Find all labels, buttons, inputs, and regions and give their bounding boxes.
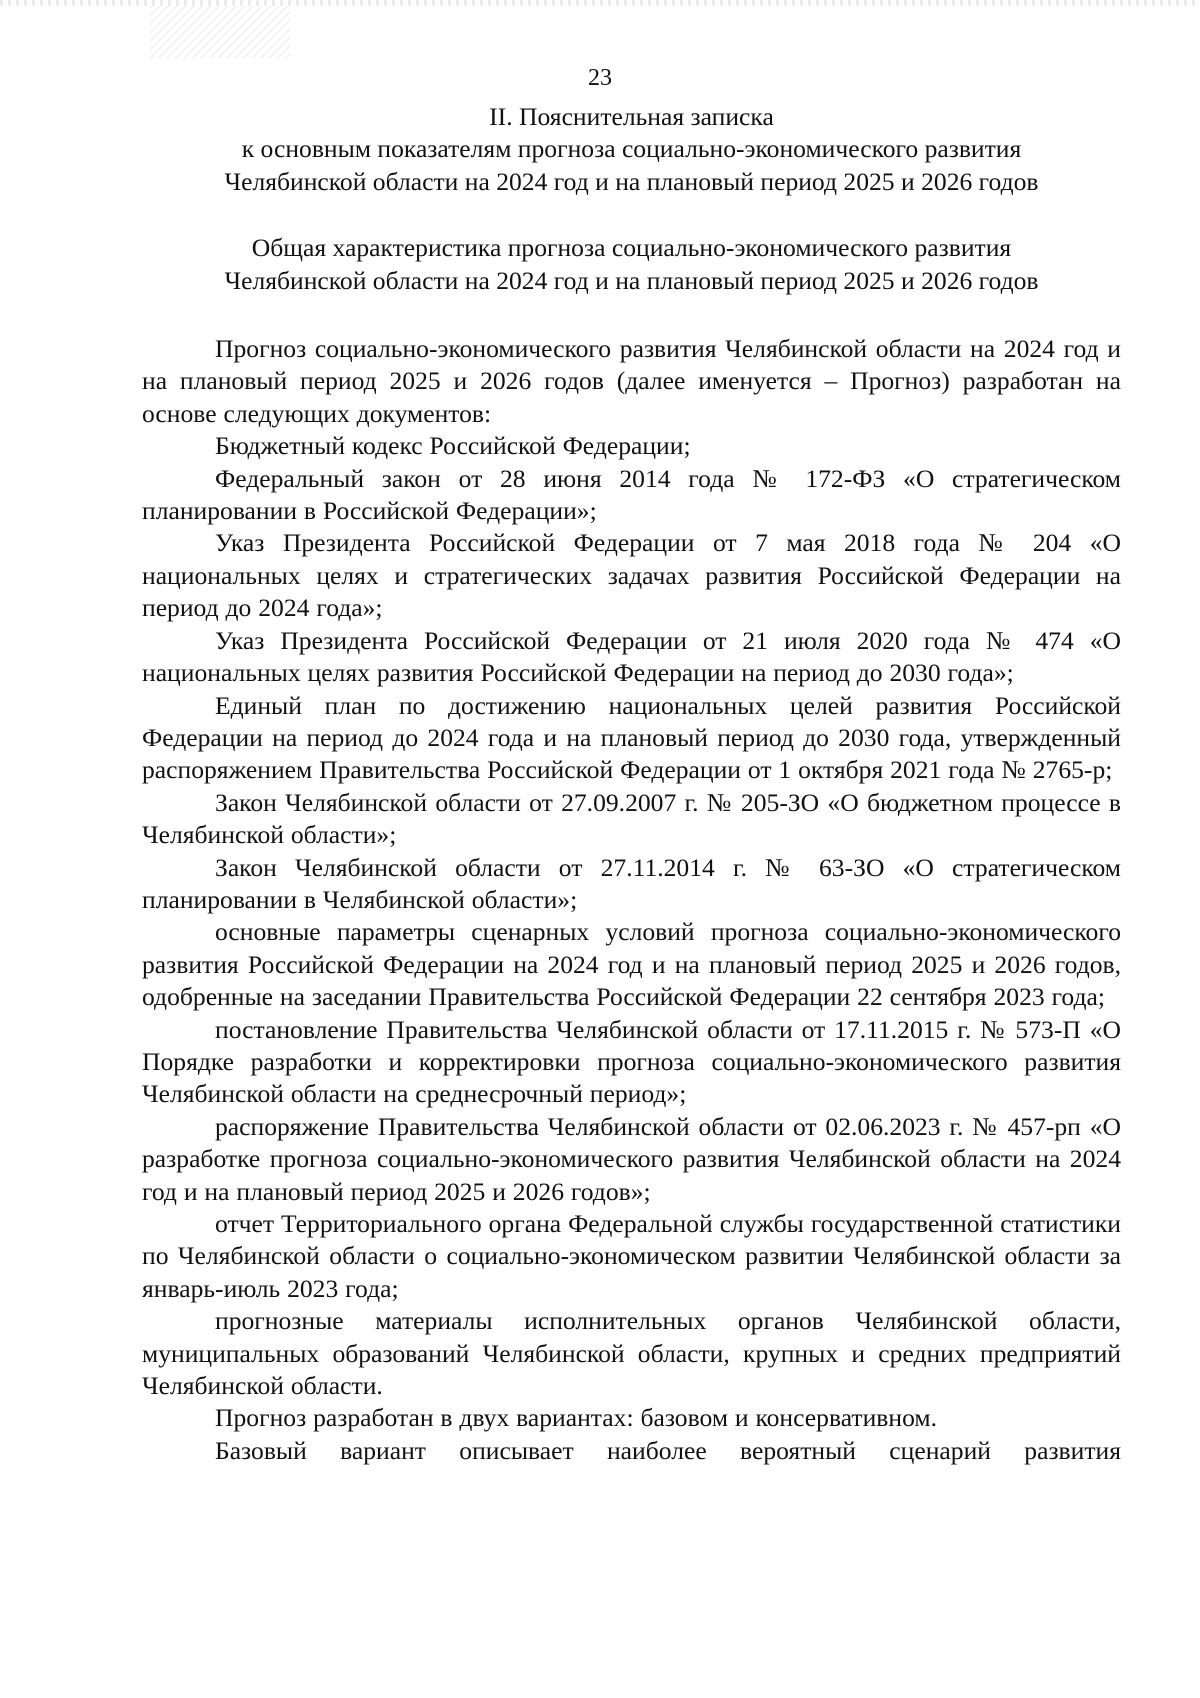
paragraph: постановление Правительства Челябинской области от 17.11.2015 г. № 573-П «О Порядке разработки и корректировки прогноза социально-экономического развития Челябинской области на среднесрочный период»; [142,1014,1121,1109]
scan-smudge-artifact [150,6,290,58]
paragraph: Федеральный закон от 28 июня 2014 года № 172-ФЗ «О стратегическом планировании в Российской Федерации»; [142,463,1121,526]
page-number: 23 [588,65,612,91]
section-title: II. Пояснительная записка [489,102,774,131]
paragraph: Бюджетный кодекс Российской Федерации; [215,431,691,461]
paragraph: Базовый вариант описывает наиболее вероятный сценарий развития [215,1435,1121,1465]
paragraph: Закон Челябинской области от 27.11.2014 г. № 63-ЗО «О стратегическом планировании в Челябинской области»; [142,852,1121,914]
heading-spacer [142,198,1121,232]
paragraph: отчет Территориального органа Федеральной службы государственной статистики по Челябинской области о социально-экономическом развитии Челябинской области за январь-июль 2023 года; [142,1209,1121,1303]
paragraph: Указ Президента Российской Федерации от 21 июля 2020 года № 474 «О национальных целях развития Российской Федерации на период до 2030 года»; [142,625,1121,688]
paragraph: распоряжение Правительства Челябинской области от 02.06.2023 г. № 457-рп «О разработке прогноза социально-экономического развития Челябинской области на 2024 год и на плановый период 2025 и 2026 годов»; [142,1111,1121,1206]
paragraph: Прогноз социально-экономического развития Челябинской области на 2024 год и на плановый период 2025 и 2026 годов (далее именуется – Прогноз) разработан на основе следующих документов: [142,334,1121,428]
paragraph: прогнозные материалы исполнительных органов Челябинской области, муниципальных образований Челябинской области, крупных и средних предприятий Челябинской области. [142,1306,1121,1401]
subheading-line-1: Общая характеристика прогноза социально-экономического развития [251,233,1012,263]
section-heading [142,101,1121,198]
section-subtitle-line-1: к основным показателям прогноза социально-экономического развития [241,134,1022,164]
paragraph: Указ Президента Российской Федерации от 7 мая 2018 года № 204 «О национальных целях и стратегических задачах развития Российской Федерации на период до 2024 года»; [142,528,1121,623]
section-subtitle-line-2: Челябинской области на 2024 год и на плановый период 2025 и 2026 годов [224,166,1039,196]
paragraph: Единый план по достижению национальных целей развития Российской Федерации на период до 2024 года и на плановый период до 2030 года, утвержденный распоряжением Правительства Российской Федерации от 1 октября 2021 года № 2765-р; [142,690,1121,785]
body-spacer [142,297,1121,333]
subheading-line-2: Челябинской области на 2024 год и на плановый период 2025 и 2026 годов [224,265,1039,295]
paragraph: основные параметры сценарных условий прогноза социально-экономического развития Российской Федерации на 2024 год и на плановый период 2025 и 2026 годов, одобренные на заседании Правительства Российской Федерации 22 сентября 2023 года; [142,917,1121,1012]
paragraph-list [142,333,1121,1467]
document-body [142,101,1121,1467]
subheading [142,232,1121,297]
paragraph: Закон Челябинской области от 27.09.2007 г. № 205-ЗО «О бюджетном процессе в Челябинской области»; [142,787,1121,850]
paragraph: Прогноз разработан в двух вариантах: базовом и консервативном. [215,1403,937,1433]
